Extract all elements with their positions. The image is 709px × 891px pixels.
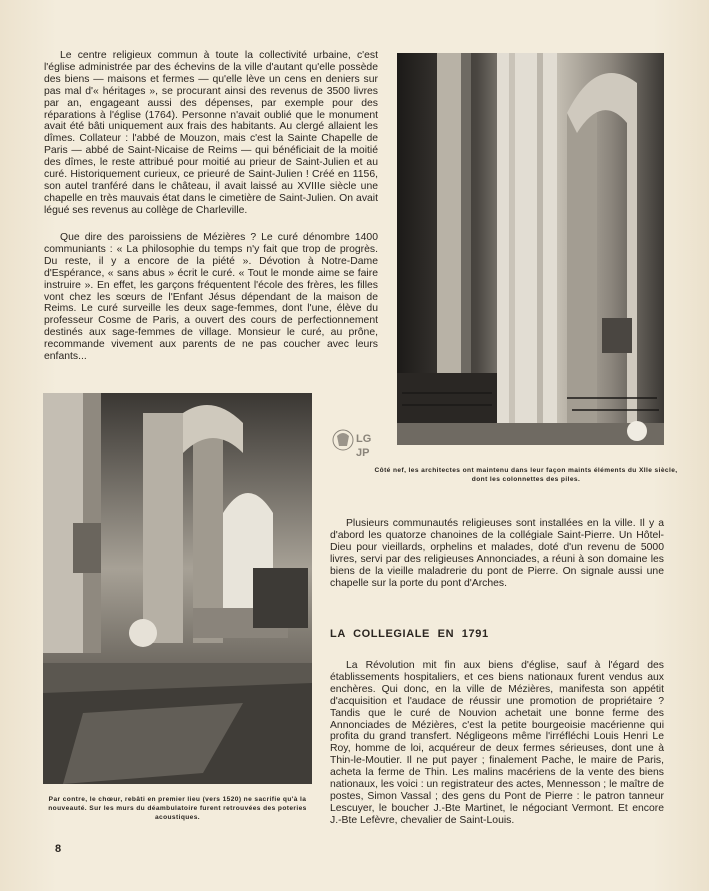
svg-text:LG: LG: [356, 433, 372, 445]
choir-photo: [43, 393, 312, 784]
nave-photo: [397, 53, 664, 445]
paragraph-religious-communities: Plusieurs communautés religieuses sont installées en la ville. Il y a d'abord les quatorze chanoines de la collégiale Saint-Pierre. Un Hôtel-Dieu pour vieillards, orphelins et malades, doté d'un revenu de 5000 livres, servi par des religieuses Annonciades, a réuni à son domaine les biens de la vieille maladrerie du pont de Pierre. On signale aussi une chapelle sur la porte du pont d'Arches.: [330, 518, 664, 589]
paragraph-parishioners: Que dire des paroissiens de Mézières ? Le curé dénombre 1400 communiants : « La philosophie du temps n'y fait que trop de progrès. Du reste, il y a encore de la piété ». Dévotion à Notre-Dame d'Espérance, « sans abus » écrit le curé. « Tout le monde aime se faire instruire ». En effet, les garçons fréquentent l'école des frères, les filles vont chez les sœurs de l'Enfant Jésus dépendant de la maison de Reims. Le curé surveille les deux sage-femmes, dont l'une, élève du professeur Cosme de Paris, a ouvert des cours de perfectionnement destinés aux sage-femmes de village. Monsieur le curé, au prône, recommande vivement aux parents de ne pas coucher avec leurs enfants...: [44, 232, 378, 363]
paragraph-revolution: La Révolution mit fin aux biens d'église, sauf à l'égard des établissements hospitaliers, et ces biens nationaux furent vendus aux enchères. Qui donc, en la ville de Mézières, manifesta son appétit d'acquisition et l'audace de réussir une promotion de propriétaire ? Tandis que le curé de Nouvion achetait une bonne ferme des Annonciades de Mézières, c'est la petite bourgeoisie macérienne qui profita du grand transfert. Négligeons même l'irréfléchi Louis Henri Le Roy, homme de loi, acquéreur de deux fermes sérieuses, dont une à Thin-le-Moutier. Il ne put payer ; finalement Pache, le maire de Paris, acheta la ferme de Thin. Les malins macériens de la vente des biens nationaux, les voici : un registrateur des actes, Mennesson ; le maître de postes, Simon Vassal ; des gens du Pont de Pierre : le patron tanneur Lescuyer, le boucher J.-Bte Martinet, le négociant Vermont. Et encore J.-Bte Lefèvre, chevalier de Saint-Louis.: [330, 660, 664, 826]
nave-photo-caption: Côté nef, les architectes ont maintenu dans leur façon maints éléments du XIIe siècle, dont les colonnettes des piles.: [374, 467, 678, 483]
paragraph-church-revenues: Le centre religieux commun à toute la collectivité urbaine, c'est l'église administrée par des échevins de la ville d'autant qu'elle possède des biens — maisons et fermes — qu'elle lève un cens en deniers sur pas mal d'« héritages », se procurant ainsi des revenus de 3500 livres par an, engageant aussi des dépenses, par exemple pour des réparations à l'église (1764). Personne n'avait oublié que le monument avait été bâti uniquement aux frais des habitants. Au clergé allaient les dîmes. Collateur : l'abbé de Mouzon, mais c'est la Sainte Chapelle de Paris — abbé de Saint-Nicaise de Reims — qui bénéficiait de la moitié des dîmes, le reste attribué pour moitié au prieur de Saint-Julien et au curé. Historiquement curieux, ce prieuré de Saint-Julien ! Créé en 1156, son autel tranféré dans le château, il avait laissé au XVIIIe siècle une chapelle en très mauvais état dans le cimetière de Saint-Julien. On avait légué ses revenus au collège de Charleville.: [44, 50, 378, 216]
page-number: 8: [55, 843, 62, 855]
section-heading: LA COLLEGIALE EN 1791: [330, 628, 489, 640]
svg-text:JP: JP: [356, 447, 370, 459]
choir-photo-caption: Par contre, le chœur, rebâti en premier lieu (vers 1520) ne sacrifie qu'à la nouveauté. Sur les murs du déambulatoire furent retrouvées des poteries acoustiques.: [48, 796, 307, 821]
lgjp-stamp: [331, 424, 381, 466]
